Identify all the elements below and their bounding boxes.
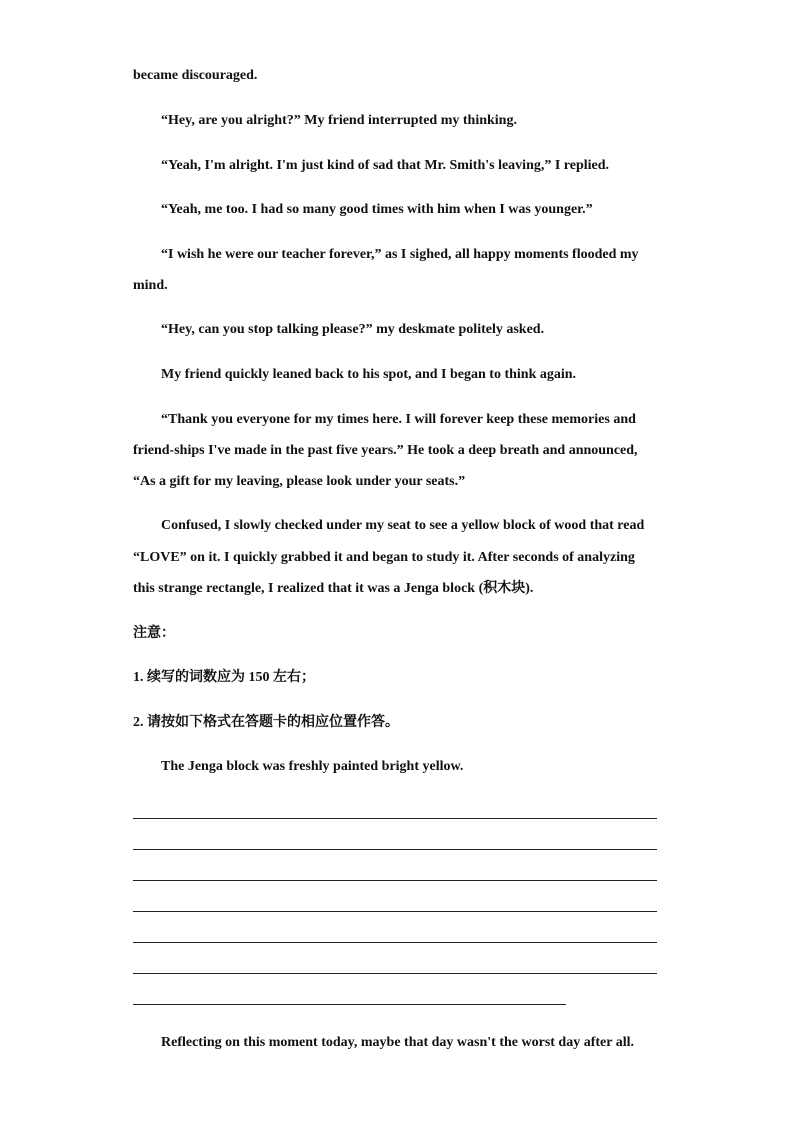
- answer-writing-line: [133, 849, 657, 850]
- answer-writing-line: [133, 911, 657, 912]
- answer-writing-line: [133, 973, 657, 974]
- story-paragraph: “Yeah, I'm alright. I'm just kind of sad that Mr. Smith's leaving,” I replied.: [161, 158, 610, 173]
- answer-closing-sentence: Reflecting on this moment today, maybe that day wasn't the worst day after all.: [161, 1035, 634, 1050]
- story-paragraph: My friend quickly leaned back to his spot, and I began to think again.: [161, 367, 577, 382]
- answer-writing-line: [133, 942, 657, 943]
- answer-writing-line: [133, 880, 657, 881]
- answer-writing-line: [133, 818, 657, 819]
- answer-writing-line: [133, 1004, 566, 1005]
- notes-heading: 注意：: [133, 626, 175, 641]
- notes-item: 2. 请按如下格式在答题卡的相应位置作答。: [133, 715, 399, 730]
- story-paragraph: “Hey, can you stop talking please?” my deskmate politely asked.: [161, 322, 545, 337]
- story-paragraph: “I wish he were our teacher forever,” as I sighed, all happy moments flooded my: [161, 247, 639, 262]
- story-paragraph: “Hey, are you alright?” My friend interrupted my thinking.: [161, 113, 517, 128]
- story-paragraph: “Thank you everyone for my times here. I will forever keep these memories and: [161, 412, 636, 427]
- notes-item: 1. 续写的词数应为 150 左右；: [133, 670, 315, 685]
- story-line: “LOVE” on it. I quickly grabbed it and began to study it. After seconds of analyzing: [133, 550, 635, 565]
- story-paragraph: “Yeah, me too. I had so many good times with him when I was younger.”: [161, 202, 593, 217]
- story-line: “As a gift for my leaving, please look under your seats.”: [133, 474, 466, 489]
- story-line: became discouraged.: [133, 68, 258, 83]
- story-paragraph: Confused, I slowly checked under my seat to see a yellow block of wood that read: [161, 518, 645, 533]
- story-line: mind.: [133, 278, 168, 293]
- answer-opening-sentence: The Jenga block was freshly painted bright yellow.: [161, 759, 464, 774]
- story-line: this strange rectangle, I realized that it was a Jenga block (积木块).: [133, 581, 534, 596]
- story-line: friend-ships I've made in the past five years.” He took a deep breath and announced,: [133, 443, 638, 458]
